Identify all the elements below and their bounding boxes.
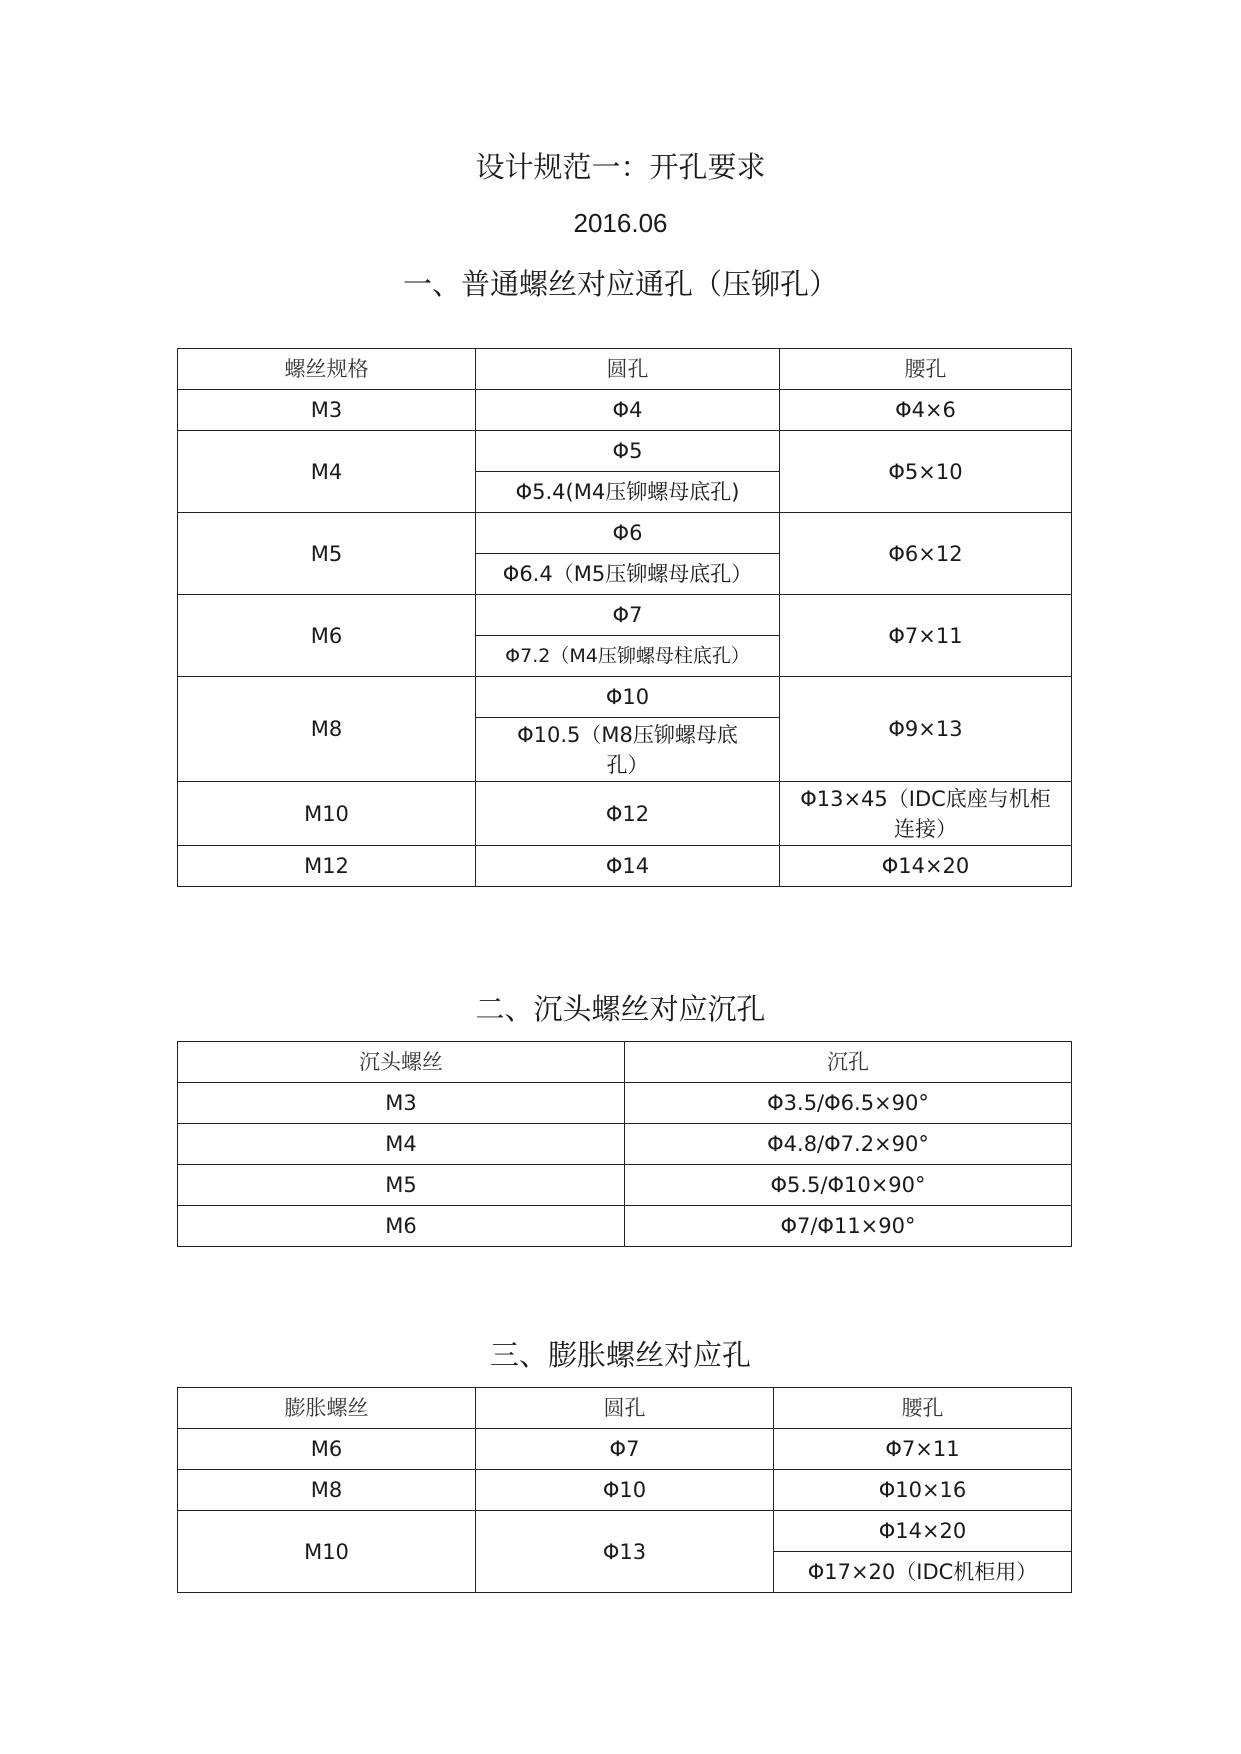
round-hole-cell: Φ6 <box>476 513 780 554</box>
section3-heading: 三、膨胀螺丝对应孔 <box>489 1338 751 1372</box>
screw-cell: M10 <box>178 782 476 846</box>
slot-hole-cell: Φ10×16 <box>774 1470 1072 1511</box>
table-row <box>178 1083 1072 1124</box>
expansion-screw-table <box>177 1387 1072 1593</box>
round-hole-cell: Φ7.2（M4压铆螺母柱底孔） <box>476 636 780 677</box>
slot-hole-cell: Φ13×45（IDC底座与机柜连接） <box>780 782 1072 846</box>
round-hole-cell: Φ10.5（M8压铆螺母底孔） <box>476 718 780 782</box>
round-hole-cell: Φ10 <box>476 677 780 718</box>
header-slot-hole: 腰孔 <box>774 1388 1072 1429</box>
page-title: 设计规范一：开孔要求 <box>475 150 766 184</box>
header-round-hole: 圆孔 <box>476 349 780 390</box>
countersink-table <box>177 1041 1072 1247</box>
screw-cell: M6 <box>178 1206 625 1247</box>
screw-cell: M3 <box>178 1083 625 1124</box>
screw-cell: M4 <box>178 1124 625 1165</box>
screw-cell: M4 <box>178 431 476 513</box>
screw-cell: M5 <box>178 1165 625 1206</box>
header-expansion-screw: 膨胀螺丝 <box>178 1388 476 1429</box>
through-hole-table <box>177 348 1072 887</box>
slot-hole-cell: Φ14×20 <box>780 846 1072 887</box>
table-row <box>178 595 1072 636</box>
screw-cell: M8 <box>178 1470 476 1511</box>
section2-heading: 二、沉头螺丝对应沉孔 <box>475 992 766 1026</box>
countersink-cell: Φ3.5/Φ6.5×90° <box>625 1083 1072 1124</box>
table-row <box>178 1470 1072 1511</box>
slot-hole-cell: Φ7×11 <box>780 595 1072 677</box>
slot-hole-cell: Φ7×11 <box>774 1429 1072 1470</box>
table-row <box>178 782 1072 846</box>
screw-cell: M8 <box>178 677 476 782</box>
round-hole-cell: Φ5 <box>476 431 780 472</box>
round-hole-cell: Φ5.4(M4压铆螺母底孔) <box>476 472 780 513</box>
screw-cell: M3 <box>178 390 476 431</box>
document-date: 2016.06 <box>573 208 668 238</box>
table-row <box>178 513 1072 554</box>
screw-cell: M6 <box>178 1429 476 1470</box>
round-hole-cell: Φ13 <box>476 1511 774 1593</box>
table-row <box>178 1124 1072 1165</box>
countersink-cell: Φ7/Φ11×90° <box>625 1206 1072 1247</box>
slot-hole-cell: Φ6×12 <box>780 513 1072 595</box>
screw-cell: M12 <box>178 846 476 887</box>
table-header-row <box>178 1388 1072 1429</box>
table-row <box>178 390 1072 431</box>
round-hole-cell: Φ6.4（M5压铆螺母底孔） <box>476 554 780 595</box>
round-hole-cell: Φ12 <box>476 782 780 846</box>
round-hole-cell: Φ7 <box>476 1429 774 1470</box>
slot-hole-cell: Φ14×20 <box>774 1511 1072 1552</box>
table-row <box>178 677 1072 718</box>
table-header-row <box>178 1042 1072 1083</box>
table-header-row <box>178 349 1072 390</box>
countersink-cell: Φ4.8/Φ7.2×90° <box>625 1124 1072 1165</box>
slot-hole-cell: Φ17×20（IDC机柜用） <box>774 1552 1072 1593</box>
round-hole-cell: Φ4 <box>476 390 780 431</box>
header-screw-spec: 螺丝规格 <box>178 349 476 390</box>
table-row <box>178 431 1072 472</box>
screw-cell: M5 <box>178 513 476 595</box>
countersink-cell: Φ5.5/Φ10×90° <box>625 1165 1072 1206</box>
slot-hole-cell: Φ5×10 <box>780 431 1072 513</box>
header-countersink-hole: 沉孔 <box>625 1042 1072 1083</box>
table-row <box>178 1206 1072 1247</box>
table-row <box>178 1429 1072 1470</box>
slot-hole-cell: Φ9×13 <box>780 677 1072 782</box>
table-row <box>178 1165 1072 1206</box>
slot-hole-cell: Φ4×6 <box>780 390 1072 431</box>
screw-cell: M10 <box>178 1511 476 1593</box>
round-hole-cell: Φ10 <box>476 1470 774 1511</box>
table-row <box>178 846 1072 887</box>
header-round-hole: 圆孔 <box>476 1388 774 1429</box>
section1-heading: 一、普通螺丝对应通孔（压铆孔） <box>402 267 838 301</box>
header-slot-hole: 腰孔 <box>780 349 1072 390</box>
screw-cell: M6 <box>178 595 476 677</box>
header-countersunk-screw: 沉头螺丝 <box>178 1042 625 1083</box>
round-hole-cell: Φ14 <box>476 846 780 887</box>
round-hole-cell: Φ7 <box>476 595 780 636</box>
table-row <box>178 1511 1072 1552</box>
